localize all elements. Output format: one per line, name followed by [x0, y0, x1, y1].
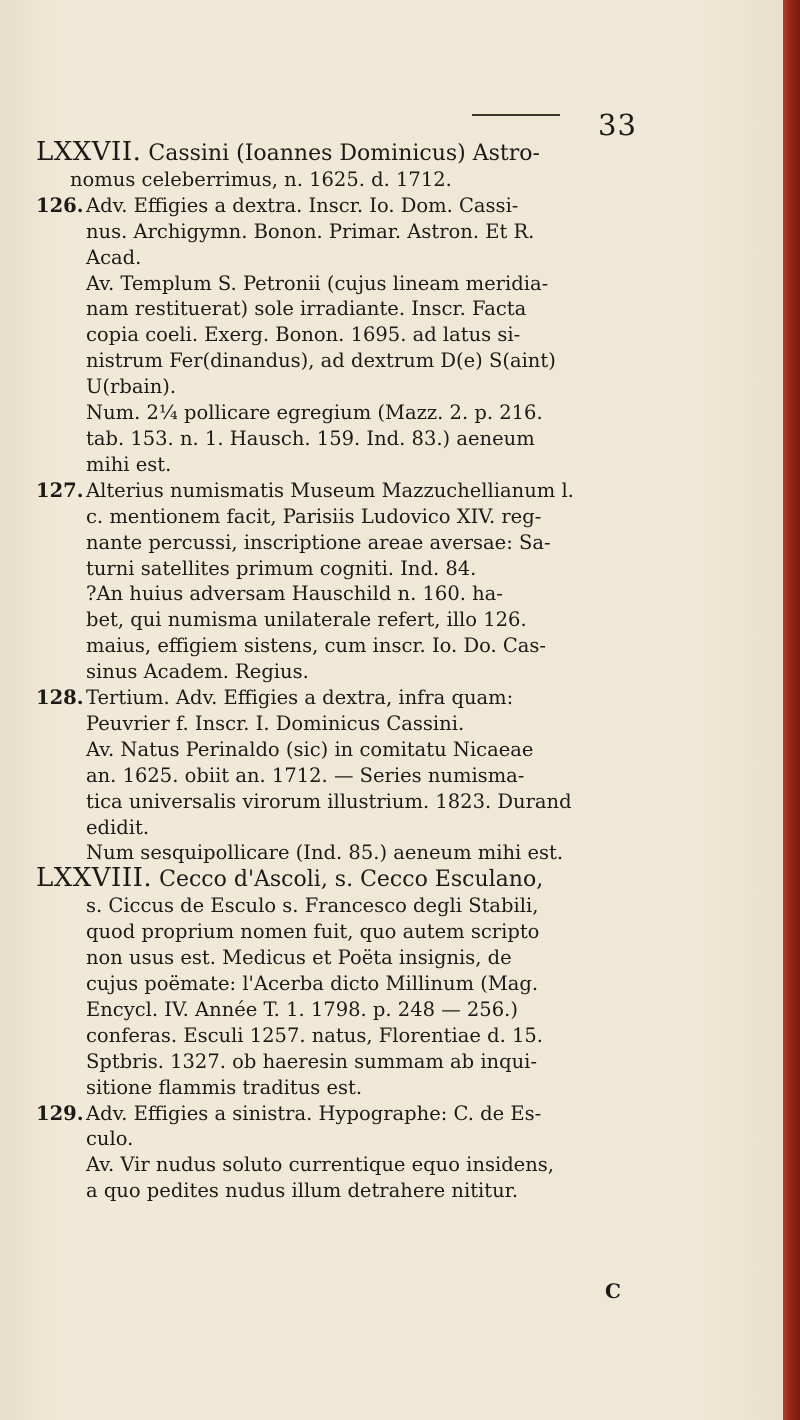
text-line: c. mentionem facit, Parisiis Ludovico XIV. reg- — [86, 504, 542, 528]
text-line: Adv. Effigies a sinistra. Hypographe: C. de Es- — [86, 1101, 542, 1125]
header-rule — [472, 114, 560, 116]
item-127 — [36, 478, 746, 504]
text-line: ?An huius adversam Hauschild n. 160. ha- — [86, 582, 503, 606]
text-line: Sptbris. 1327. ob haeresin summam ab inqui- — [86, 1049, 537, 1073]
item-number: 126. — [36, 193, 84, 217]
text-line: maius, effigiem sistens, cum inscr. Io. Do. Cas- — [86, 634, 547, 658]
catchword: C — [605, 1279, 621, 1303]
entry-number: LXXVII. — [36, 137, 142, 167]
text-line: bet, qui numisma unilaterale refert, illo 126. — [86, 608, 527, 632]
text-line: culo. — [86, 1127, 134, 1151]
text-line: an. 1625. obiit an. 1712. — Series numisma- — [86, 763, 525, 787]
entry-heading-lxxvii — [36, 137, 746, 167]
text-line: Encycl. IV. Année T. 1. 1798. p. 248 — 256.) — [86, 997, 518, 1021]
text-line: cujus poëmate: l'Acerba dicto Millinum (Mag. — [86, 972, 539, 995]
text-line: quod proprium nomen fuit, quo autem scripto — [86, 920, 540, 944]
text-line: nam restituerat) sole irradiante. Inscr. Facta — [86, 297, 527, 321]
text-line: Num sesquipollicare (Ind. 85.) aeneum mihi est. — [86, 841, 564, 865]
text-line: Av. Templum S. Petronii (cujus lineam meridia- — [86, 271, 549, 295]
text-line: edidit. — [86, 815, 150, 839]
text-line: nomus celeberrimus, n. 1625. d. 1712. — [70, 167, 452, 191]
text-line: Adv. Effigies a dextra. Inscr. Io. Dom. Cassi- — [86, 193, 519, 217]
item-number: 129. — [36, 1101, 84, 1125]
entry-heading-lxxviii — [36, 863, 746, 894]
text-line: non usus est. Medicus et Poëta insignis, de — [86, 946, 512, 970]
entry-title: Cassini (Ioannes Dominicus) Astro- — [141, 141, 540, 166]
item-126 — [36, 193, 746, 219]
text-line: Av. Natus Perinaldo (sic) in comitatu Nicaeae — [86, 737, 534, 761]
text-line: Num. 2¼ pollicare egregium (Mazz. 2. p. 216. — [86, 401, 543, 425]
text-line: s. Ciccus de Esculo s. Francesco degli Stabili, — [86, 894, 539, 918]
text-line: Acad. — [86, 245, 142, 269]
item-128 — [36, 685, 746, 711]
text-line: sinus Academ. Regius. — [86, 660, 309, 684]
text-line: conferas. Esculi 1257. natus, Florentiae d. 15. — [86, 1023, 543, 1047]
text-line: nistrum Fer(dinandus), ad dextrum D(e) S(aint) — [86, 349, 556, 373]
book-spine-edge — [783, 0, 800, 1420]
text-line: mihi est. — [86, 452, 172, 476]
text-line: a quo pedites nudus illum detrahere nititur. — [86, 1179, 519, 1203]
text-line: turni satellites primum cogniti. Ind. 84. — [86, 556, 477, 580]
text-line: Av. Vir nudus soluto currentique equo insidens, — [86, 1153, 554, 1177]
item-number: 128. — [36, 686, 84, 710]
text-line: copia coeli. Exerg. Bonon. 1695. ad latus si- — [86, 323, 521, 347]
page-number: 33 — [598, 108, 637, 142]
text-line: tica universalis virorum illustrium. 1823. Durand — [86, 789, 572, 813]
text-line: tab. 153. n. 1. Hausch. 159. Ind. 83.) aeneum — [86, 426, 535, 450]
text-line: Tertium. Adv. Effigies a dextra, infra quam: — [86, 686, 514, 710]
text-line: nus. Archigymn. Bonon. Primar. Astron. Et R. — [86, 219, 535, 243]
page-text — [36, 137, 746, 1204]
text-line: Alterius numismatis Museum Mazzuchellianum l. — [86, 478, 574, 502]
item-129 — [36, 1101, 746, 1127]
text-line: sitione flammis traditus est. — [86, 1075, 363, 1099]
entry-number: LXXVIII. — [36, 863, 153, 894]
entry-title: Cecco d'Ascoli, s. Cecco Esculano, — [152, 867, 544, 893]
item-number: 127. — [36, 478, 84, 502]
text-line: nante percussi, inscriptione areae aversae: Sa- — [86, 530, 551, 554]
text-line: Peuvrier f. Inscr. I. Dominicus Cassini. — [86, 711, 465, 735]
text-line: U(rbain). — [86, 375, 177, 399]
